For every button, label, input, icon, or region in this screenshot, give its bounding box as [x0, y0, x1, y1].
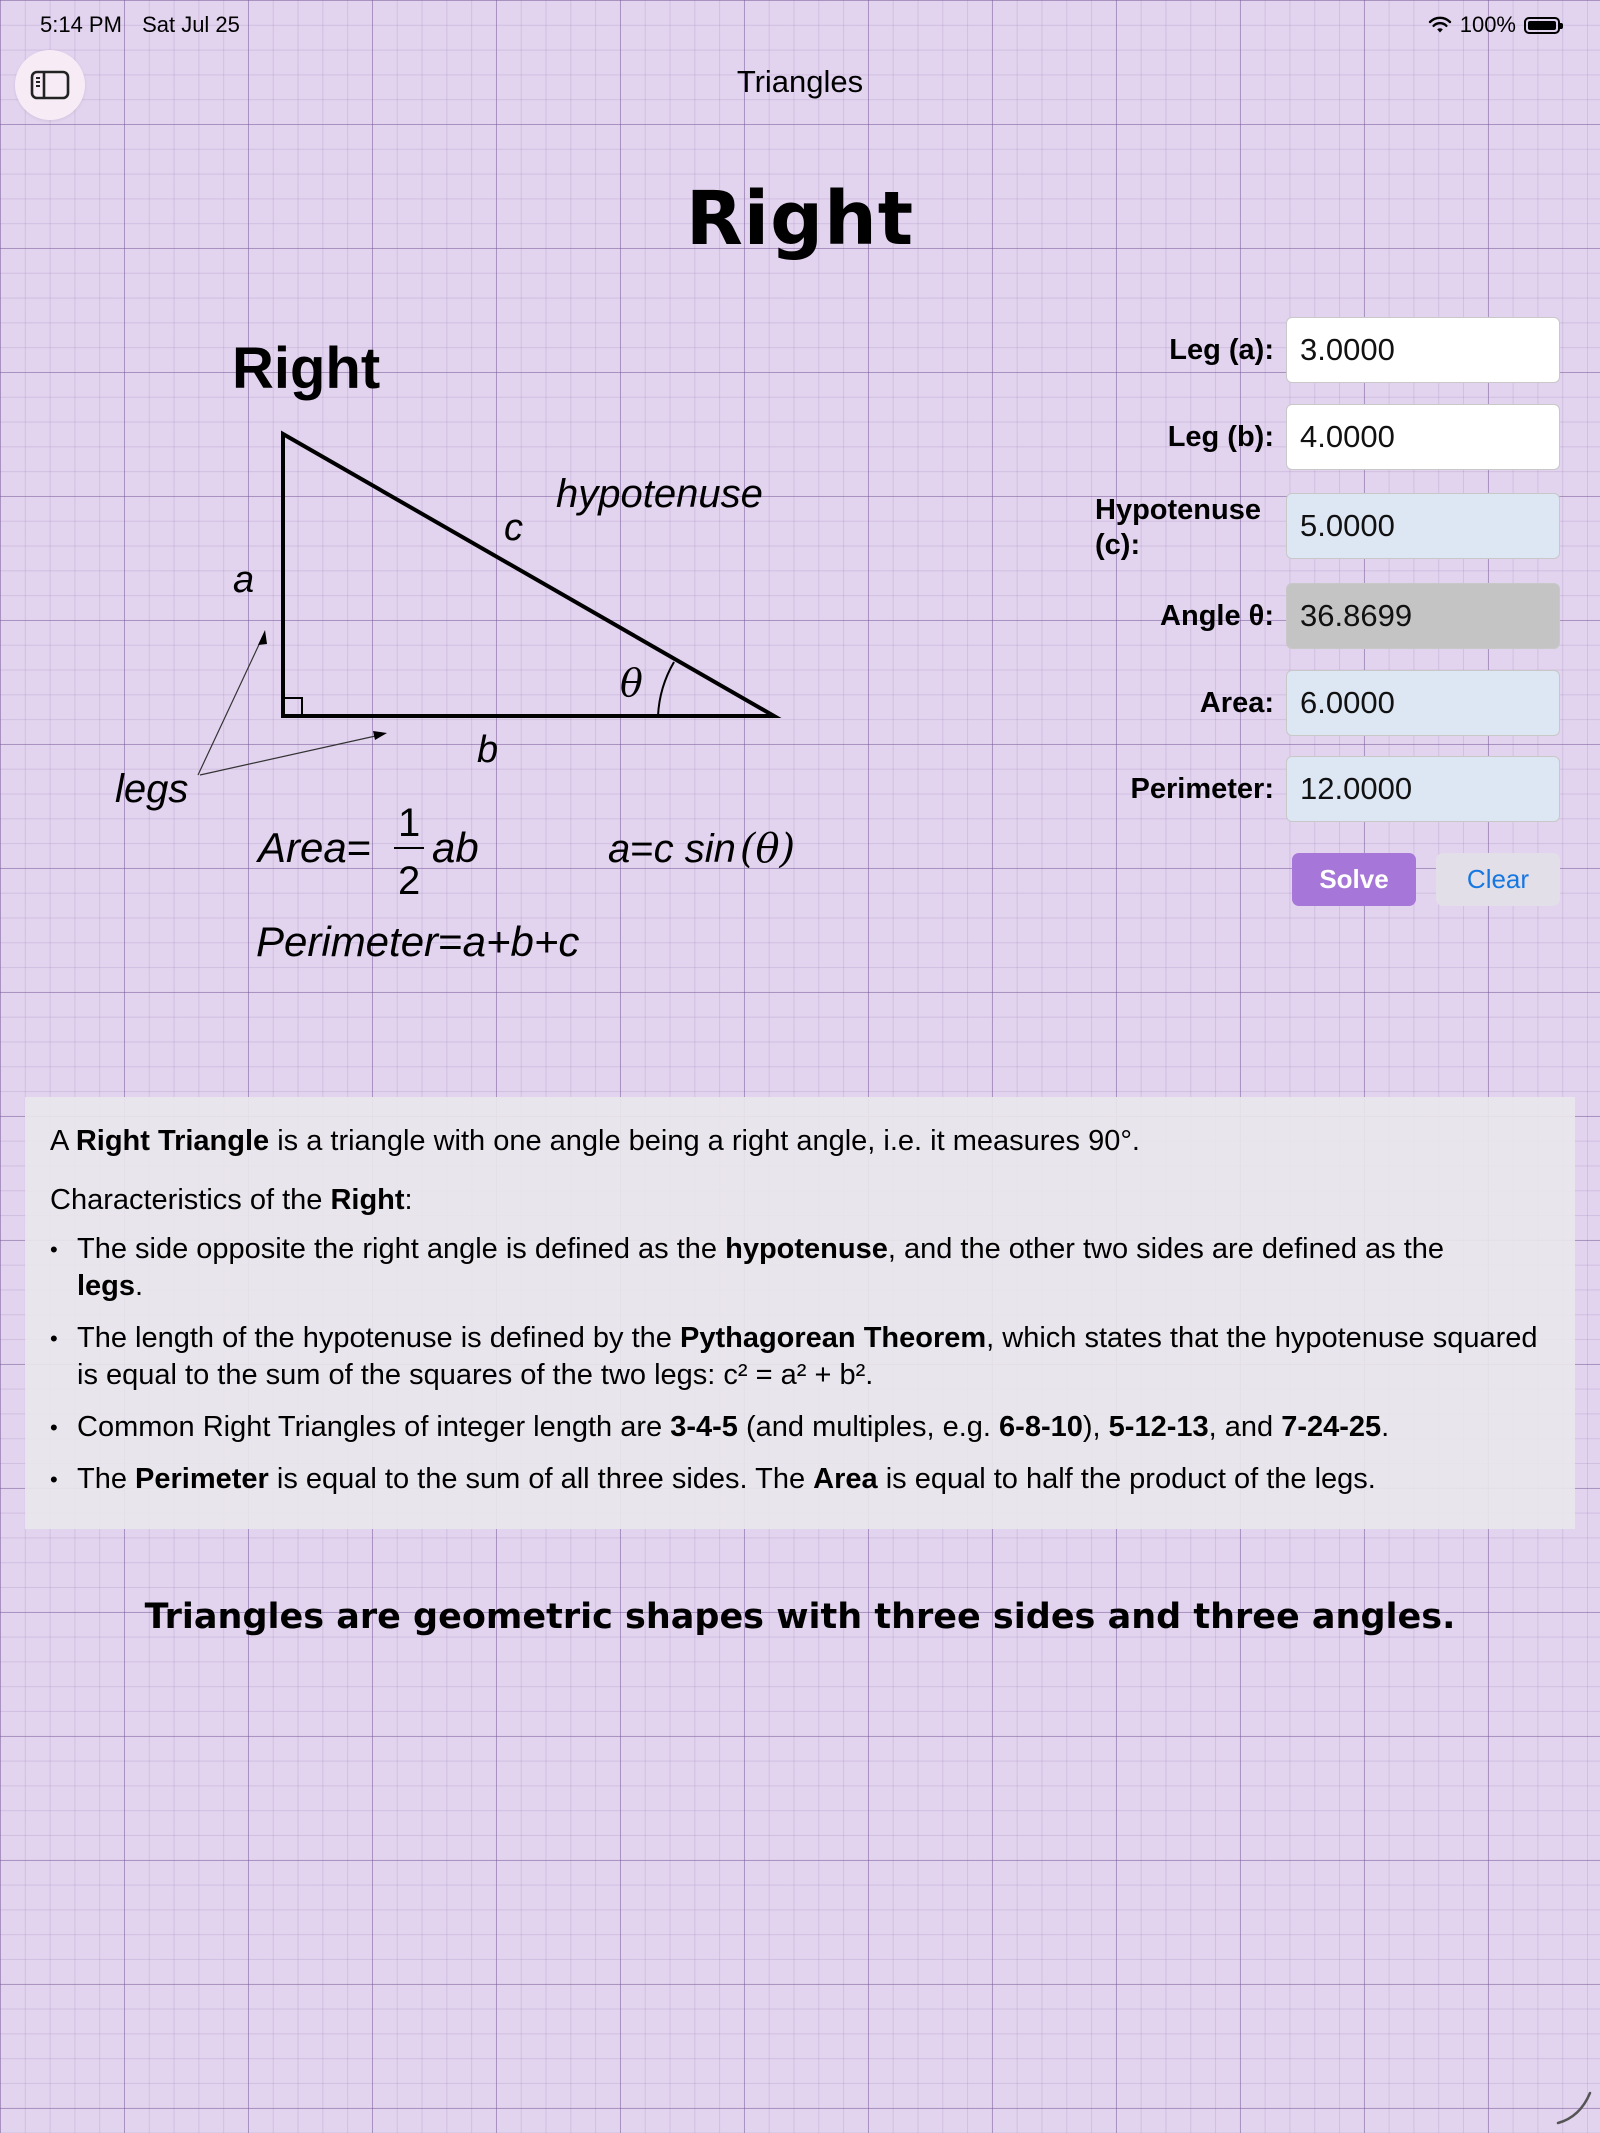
sin-formula: a=c sin (θ): [608, 826, 796, 872]
leg-a-label: Leg (a):: [1169, 334, 1274, 366]
area-formula-rhs: ab: [432, 824, 479, 871]
right-triangle-diagram: [100, 320, 860, 980]
battery-icon: [1524, 17, 1560, 34]
battery-percent: 100%: [1459, 12, 1516, 37]
info-bullet-2: • The length of the hypotenuse is defined by the Pythagorean Theorem, which states that the hypotenuse squared is equal to the sum of the squares of the two legs: c² = a² + b².: [50, 1320, 1550, 1394]
info-panel: [25, 1097, 1575, 1529]
info-bullet-list: [50, 1231, 1550, 1498]
hypotenuse-label-line1: Hypotenuse: [1095, 494, 1261, 526]
info-bullet-4: • The Perimeter is equal to the sum of all three sides. The Area is equal to half the product of the legs.: [50, 1461, 1550, 1498]
status-bar-right: [1428, 12, 1560, 38]
legs-arrow-vertical: [198, 636, 263, 775]
wifi-icon: [1428, 16, 1452, 34]
info-characteristics-heading: Characteristics of the Right:: [50, 1184, 413, 1216]
legs-arrowhead-horizontal: [373, 731, 387, 740]
area-fraction-denominator: 2: [398, 859, 421, 903]
theta-arc: [658, 662, 674, 716]
perimeter-formula: Perimeter=a+b+c: [256, 918, 580, 965]
legs-arrowhead-vertical: [258, 630, 267, 645]
label-a: a: [233, 559, 255, 601]
angle-label: Angle θ:: [1160, 600, 1274, 632]
area-input[interactable]: 6.0000: [1286, 670, 1560, 736]
label-theta: θ: [620, 661, 643, 705]
leg-b-input[interactable]: 4.0000: [1286, 404, 1560, 470]
label-hypotenuse: hypotenuse: [556, 472, 763, 516]
hypotenuse-label-line2: (c):: [1095, 529, 1141, 561]
page-title: Right: [685, 176, 915, 262]
label-b: b: [477, 729, 499, 771]
clear-button[interactable]: Clear: [1436, 853, 1560, 906]
hypotenuse-input[interactable]: 5.0000: [1286, 493, 1560, 559]
info-bullet-1: • The side opposite the right angle is defined as the hypotenuse, and the other two sides are defined as the legs.: [50, 1231, 1550, 1305]
area-label: Area:: [1199, 687, 1274, 719]
area-formula-lhs: Area=: [258, 824, 372, 871]
status-date: Sat Jul 25: [142, 12, 240, 37]
info-intro: A Right Triangle is a triangle with one angle being a right angle, i.e. it measures 90°.: [50, 1125, 1140, 1157]
info-bullet-3: • Common Right Triangles of integer length are 3-4-5 (and multiples, e.g. 6-8-10), 5-12-13, and 7-24-25.: [50, 1409, 1550, 1446]
status-bar-left: [40, 12, 254, 38]
nav-title: Triangles: [736, 64, 864, 99]
status-time: 5:14 PM: [40, 12, 122, 37]
perimeter-input[interactable]: 12.0000: [1286, 756, 1560, 822]
right-angle-marker: [283, 698, 302, 716]
label-c: c: [504, 507, 523, 549]
footer-text: Triangles are geometric shapes with three sides and three angles.: [144, 1597, 1456, 1637]
diagram-heading: Right: [232, 336, 381, 401]
leg-b-label: Leg (b):: [1167, 421, 1274, 453]
solve-button[interactable]: Solve: [1292, 853, 1416, 906]
leg-a-input[interactable]: 3.0000: [1286, 317, 1560, 383]
angle-input: 36.8699: [1286, 583, 1560, 649]
legs-arrow-horizontal: [200, 735, 380, 775]
area-fraction-numerator: 1: [398, 801, 421, 845]
resize-handle-icon: [1554, 2087, 1594, 2127]
hypotenuse-label: [1095, 493, 1261, 563]
perimeter-label: Perimeter:: [1130, 773, 1274, 805]
label-legs: legs: [115, 767, 189, 811]
